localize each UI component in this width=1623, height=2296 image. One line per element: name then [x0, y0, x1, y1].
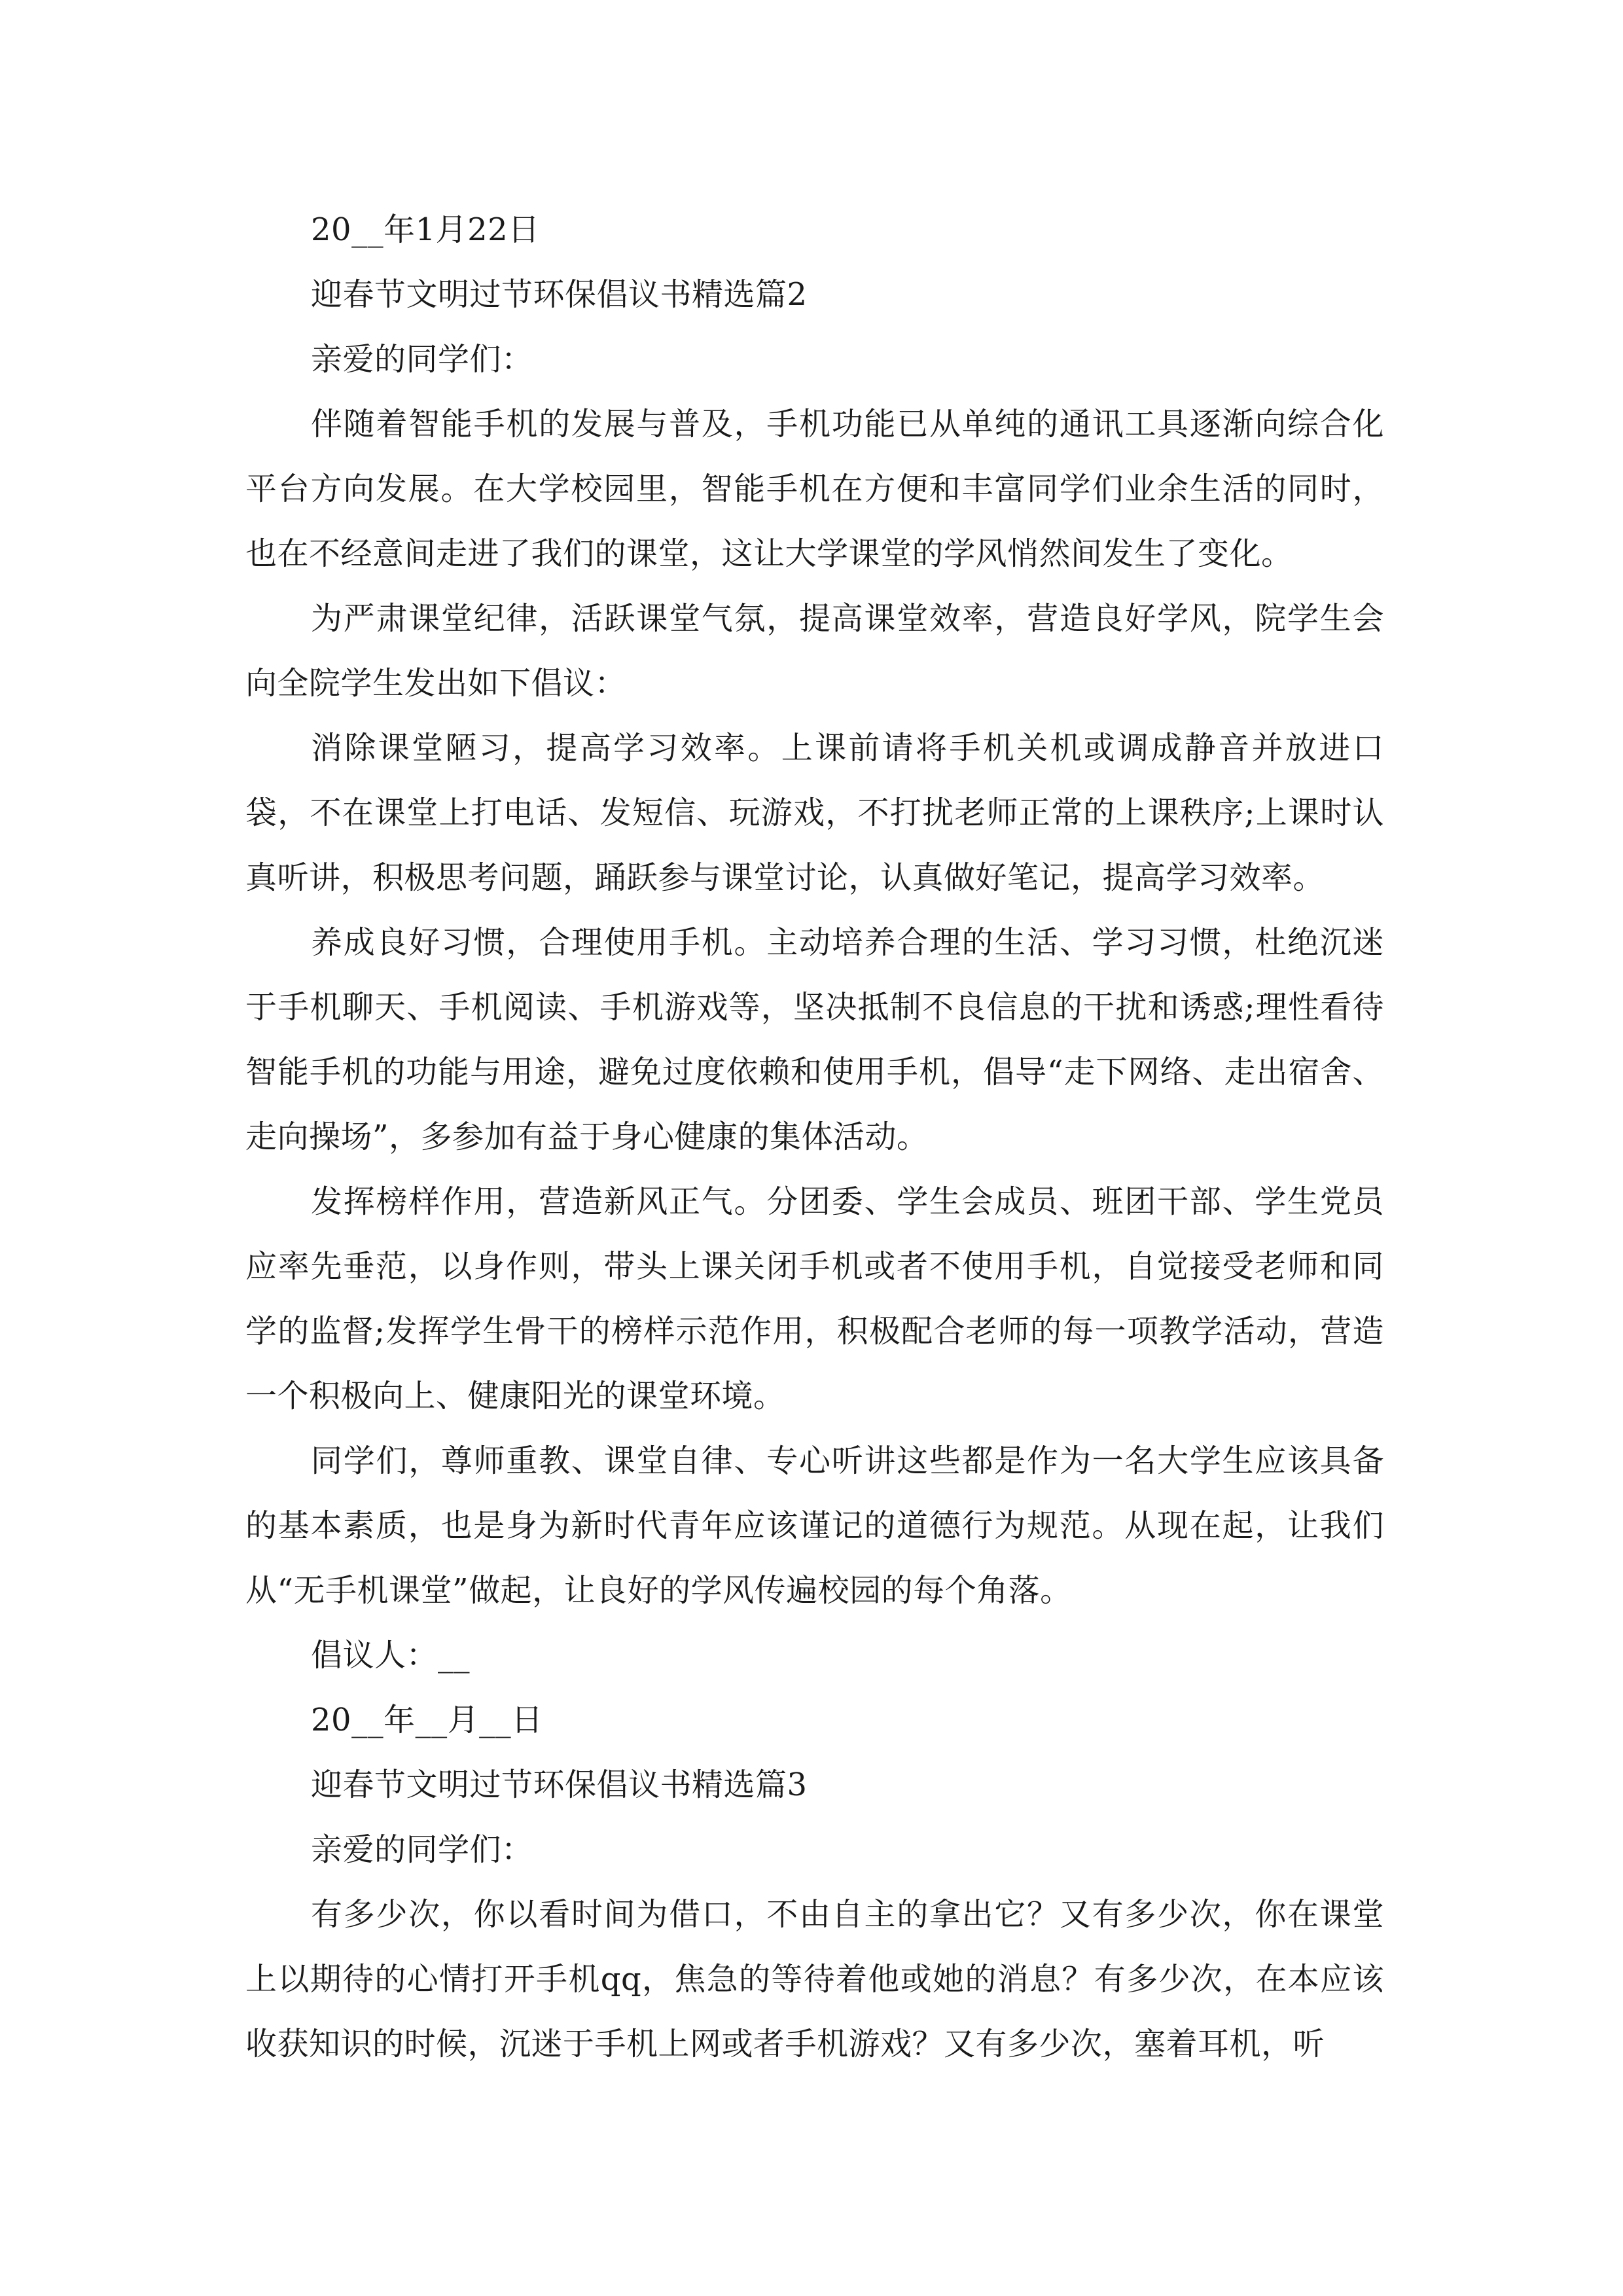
body-paragraph: 为严肃课堂纪律，活跃课堂气氛，提高课堂效率，营造良好学风，院学生会向全院学生发出如下倡议： [245, 600, 1384, 702]
body-paragraph: 发挥榜样作用，营造新风正气。分团委、学生会成员、班团干部、学生党员应率先垂范，以身作则，带头上课关闭手机或者不使用手机，自觉接受老师和同学的监督;发挥学生骨干的榜样示范作用，积极配合老师的每一项教学活动，营造一个积极向上、健康阳光的课堂环境。 [245, 1183, 1384, 1414]
date-line: 20__年1月22日 [311, 211, 540, 248]
signature-line: 倡议人：__ [311, 1637, 471, 1674]
section-heading: 迎春节文明过节环保倡议书精选篇2 [311, 276, 808, 313]
salutation: 亲爱的同学们： [311, 1831, 533, 1868]
body-paragraph: 消除课堂陋习，提高学习效率。上课前请将手机关机或调成静音并放进口袋，不在课堂上打电话、发短信、玩游戏，不打扰老师正常的上课秩序;上课时认真听讲，积极思考问题，踊跃参与课堂讨论，认真做好笔记，提高学习效率。 [245, 730, 1384, 896]
document-body [245, 198, 1384, 2077]
body-paragraph: 同学们，尊师重教、课堂自律、专心听讲这些都是作为一名大学生应该具备的基本素质，也是身为新时代青年应该谨记的道德行为规范。从现在起，让我们从“无手机课堂”做起，让良好的学风传遍校园的每个角落。 [245, 1443, 1384, 1609]
salutation: 亲爱的同学们： [311, 341, 533, 378]
body-paragraph: 养成良好习惯，合理使用手机。主动培养合理的生活、学习习惯，杜绝沉迷于手机聊天、手机阅读、手机游戏等，坚决抵制不良信息的干扰和诱惑;理性看待智能手机的功能与用途，避免过度依赖和使用手机，倡导“走下网络、走出宿舍、走向操场”，多参加有益于身心健康的集体活动。 [245, 924, 1384, 1155]
date-line: 20__年__月__日 [311, 1702, 543, 1738]
section-heading: 迎春节文明过节环保倡议书精选篇3 [311, 1767, 808, 1803]
body-paragraph: 伴随着智能手机的发展与普及，手机功能已从单纯的通讯工具逐渐向综合化平台方向发展。在大学校园里，智能手机在方便和丰富同学们业余生活的同时，也在不经意间走进了我们的课堂，这让大学课堂的学风悄然间发生了变化。 [245, 406, 1384, 572]
body-paragraph: 有多少次，你以看时间为借口，不由自主的拿出它？又有多少次，你在课堂上以期待的心情打开手机qq，焦急的等待着他或她的消息？有多少次，在本应该收获知识的时候，沉迷于手机上网或者手机游戏？又有多少次，塞着耳机，听 [245, 1896, 1384, 2062]
